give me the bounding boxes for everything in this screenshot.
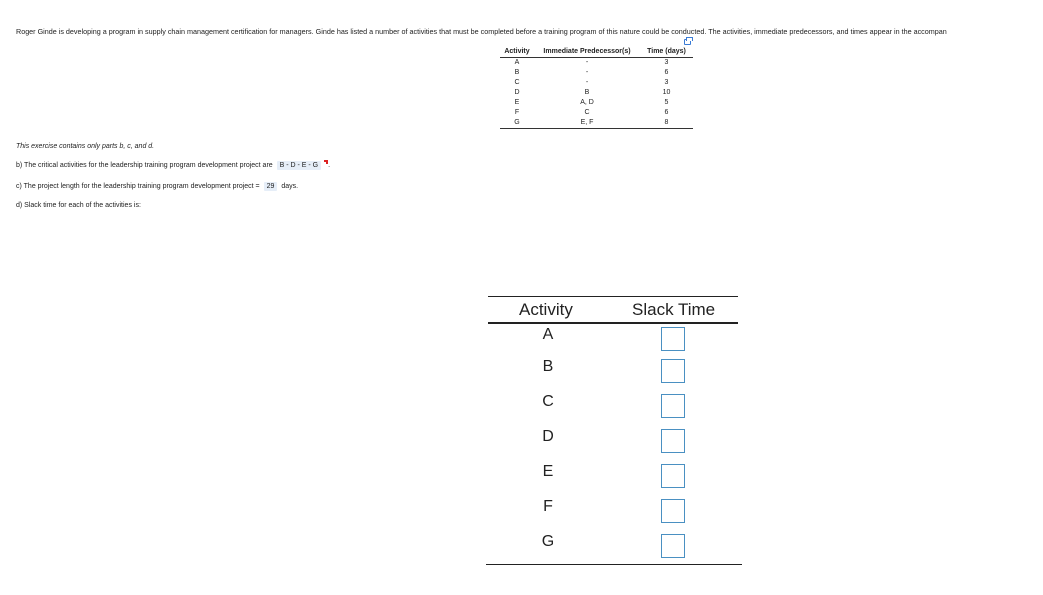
cell-predecessor: - [585, 68, 589, 76]
cell-time: 6 [664, 68, 669, 76]
table-rule-bottom [486, 564, 742, 565]
slack-input-c[interactable] [661, 394, 685, 418]
part-b-line [16, 161, 330, 170]
cell-predecessor: C [584, 108, 590, 116]
exercise-note: This exercise contains only parts b, c, and d. [16, 143, 155, 150]
table-row [500, 108, 693, 118]
header-predecessors: Immediate Predecessor(s) [534, 46, 640, 57]
slack-activity-label: B [542, 358, 554, 375]
table-row [500, 98, 693, 108]
table-row [500, 88, 693, 98]
table-row [500, 78, 693, 88]
part-c-prefix: c) The project length for the leadership training program development project = [16, 183, 260, 190]
cell-activity: B [514, 68, 520, 76]
table-row [500, 57, 693, 68]
table-row [500, 118, 693, 129]
table-row [500, 68, 693, 78]
slack-input-e[interactable] [661, 464, 685, 488]
table-rule-header [488, 322, 738, 324]
cell-time: 3 [664, 58, 669, 66]
copy-table-icon[interactable] [684, 39, 691, 45]
header-activity: Activity [500, 46, 534, 57]
problem-intro: Roger Ginde is developing a program in supply chain management certification for managers. Ginde has listed a number of activities that must be completed before a training program of this nature could be conducted. The activities, immediate predecessors, and times appear in the accompan [16, 27, 947, 36]
slack-activity-label: D [542, 428, 554, 445]
slack-activity-label: F [543, 498, 553, 515]
critical-path-answer[interactable]: B - D - E - G [277, 161, 322, 170]
cell-predecessor: - [585, 58, 589, 66]
cell-activity: E [514, 98, 520, 106]
cell-activity: F [514, 108, 520, 116]
slack-input-d[interactable] [661, 429, 685, 453]
project-length-answer[interactable]: 29 [264, 182, 278, 191]
slack-input-b[interactable] [661, 359, 685, 383]
slack-activity-label: E [542, 463, 554, 480]
cell-activity: G [500, 118, 534, 129]
cell-predecessor: E, F [534, 118, 640, 129]
cell-activity: A [514, 58, 520, 66]
activity-data-table [500, 46, 693, 129]
cell-activity: D [514, 88, 520, 96]
cell-time: 8 [640, 118, 693, 129]
slack-header-activity: Activity [519, 300, 573, 319]
slack-header-slack-time: Slack Time [632, 300, 716, 319]
part-b-prefix: b) The critical activities for the leadership training program development project are [16, 162, 273, 169]
cell-time: 5 [664, 98, 669, 106]
correct-mark-icon [324, 160, 328, 164]
slack-activity-label: G [541, 533, 555, 550]
cell-predecessor: A, D [580, 98, 594, 106]
part-c-suffix: days. [281, 183, 299, 190]
cell-predecessor: - [585, 78, 589, 86]
slack-input-f[interactable] [661, 499, 685, 523]
table-rule-top [488, 296, 738, 297]
cell-time: 6 [664, 108, 669, 116]
slack-input-g[interactable] [661, 534, 685, 558]
header-time: Time (days) [640, 46, 693, 57]
part-d-line: d) Slack time for each of the activities is: [16, 202, 141, 209]
slack-input-a[interactable] [661, 327, 685, 351]
slack-activity-label: C [542, 393, 554, 410]
slack-activity-label: A [542, 326, 554, 343]
part-c-line [16, 182, 298, 191]
slack-time-table [486, 296, 742, 566]
cell-time: 3 [664, 78, 669, 86]
part-b-suffix: . [328, 162, 331, 169]
cell-time: 10 [662, 88, 671, 96]
cell-activity: C [514, 78, 520, 86]
cell-predecessor: B [584, 88, 590, 96]
